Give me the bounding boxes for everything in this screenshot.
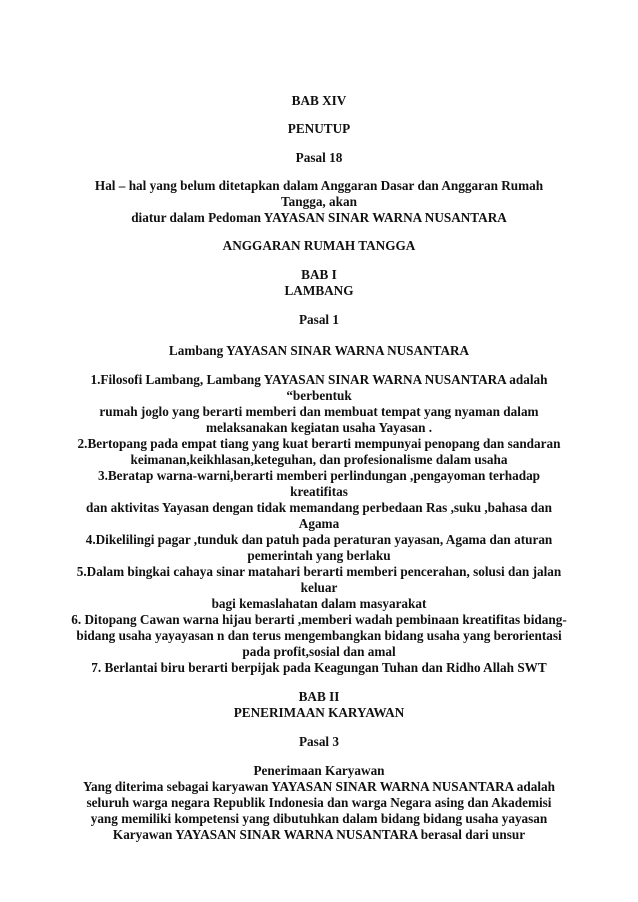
list-item: melaksanakan kegiatan usaha Yayasan .: [205, 420, 433, 435]
article-heading: Pasal 1: [298, 312, 340, 327]
paragraph-line: diatur dalam Pedoman YAYASAN SINAR WARNA NUSANTARA: [131, 210, 507, 225]
section-title: ANGGARAN RUMAH TANGGA: [222, 238, 416, 253]
list-item: Agama: [298, 516, 340, 531]
list-item: rumah joglo yang berarti memberi dan membuat tempat yang nyaman dalam: [99, 404, 539, 419]
paragraph-line: Yang diterima sebagai karyawan YAYASAN SINAR WARNA NUSANTARA adalah: [82, 779, 556, 794]
list-item: 4.Dikelilingi pagar ,tunduk dan patuh pada peraturan yayasan, Agama dan aturan: [85, 532, 553, 547]
list-item: 5.Dalam bingkai cahaya sinar matahari berarti memberi pencerahan, solusi dan jalan: [76, 564, 562, 579]
chapter-title: PENUTUP: [287, 121, 351, 136]
paragraph-line: seluruh warga negara Republik Indonesia dan warga Negara asing dan Akademisi: [86, 795, 552, 810]
list-item: dan aktivitas Yayasan dengan tidak memandang perbedaan Ras ,suku ,bahasa dan: [86, 500, 552, 515]
chapter-title: PENERIMAAN KARYAWAN: [233, 705, 405, 720]
article-subheading: Lambang YAYASAN SINAR WARNA NUSANTARA: [168, 343, 470, 358]
paragraph-line: Hal – hal yang belum ditetapkan dalam Anggaran Dasar dan Anggaran Rumah: [94, 178, 544, 193]
list-item: 1.Filosofi Lambang, Lambang YAYASAN SINAR WARNA NUSANTARA adalah: [90, 372, 548, 387]
list-item: pemerintah yang berlaku: [247, 548, 391, 563]
list-item: pada profit,sosial dan amal: [242, 644, 396, 659]
list-item: 3.Beratap warna-warni,berarti memberi perlindungan ,pengayoman terhadap: [97, 468, 541, 483]
chapter-heading: BAB I: [301, 267, 337, 282]
paragraph-line: yang memiliki kompetensi yang dibutuhkan dalam bidang bidang usaha yayasan: [90, 811, 548, 826]
list-item: kreatifitas: [290, 484, 348, 499]
article-heading: Pasal 3: [298, 734, 340, 749]
paragraph-line: Karyawan YAYASAN SINAR WARNA NUSANTARA berasal dari unsur: [112, 827, 526, 842]
list-item: 2.Bertopang pada empat tiang yang kuat berarti mempunyai penopang dan sandaran: [77, 436, 561, 451]
list-item: 6. Ditopang Cawan warna hijau berarti ,memberi wadah pembinaan kreatifitas bidang-: [71, 612, 567, 627]
chapter-heading: BAB II: [298, 689, 340, 704]
list-item: bidang usaha yayayasan n dan terus mengembangkan bidang usaha yang berorientasi: [76, 628, 562, 643]
list-item: bagi kemaslahatan dalam masyarakat: [211, 596, 427, 611]
list-item: “berbentuk: [286, 388, 352, 403]
article-heading: Pasal 18: [295, 150, 343, 165]
article-subheading: Penerimaan Karyawan: [253, 763, 385, 778]
paragraph-line: Tangga, akan: [281, 194, 357, 209]
list-item: keimanan,keikhlasan,keteguhan, dan profesionalisme dalam usaha: [130, 452, 508, 467]
list-item: 7. Berlantai biru berarti berpijak pada Keagungan Tuhan dan Ridho Allah SWT: [91, 660, 547, 675]
chapter-heading: BAB XIV: [291, 93, 347, 108]
chapter-title: LAMBANG: [284, 283, 354, 298]
list-item: keluar: [300, 580, 338, 595]
